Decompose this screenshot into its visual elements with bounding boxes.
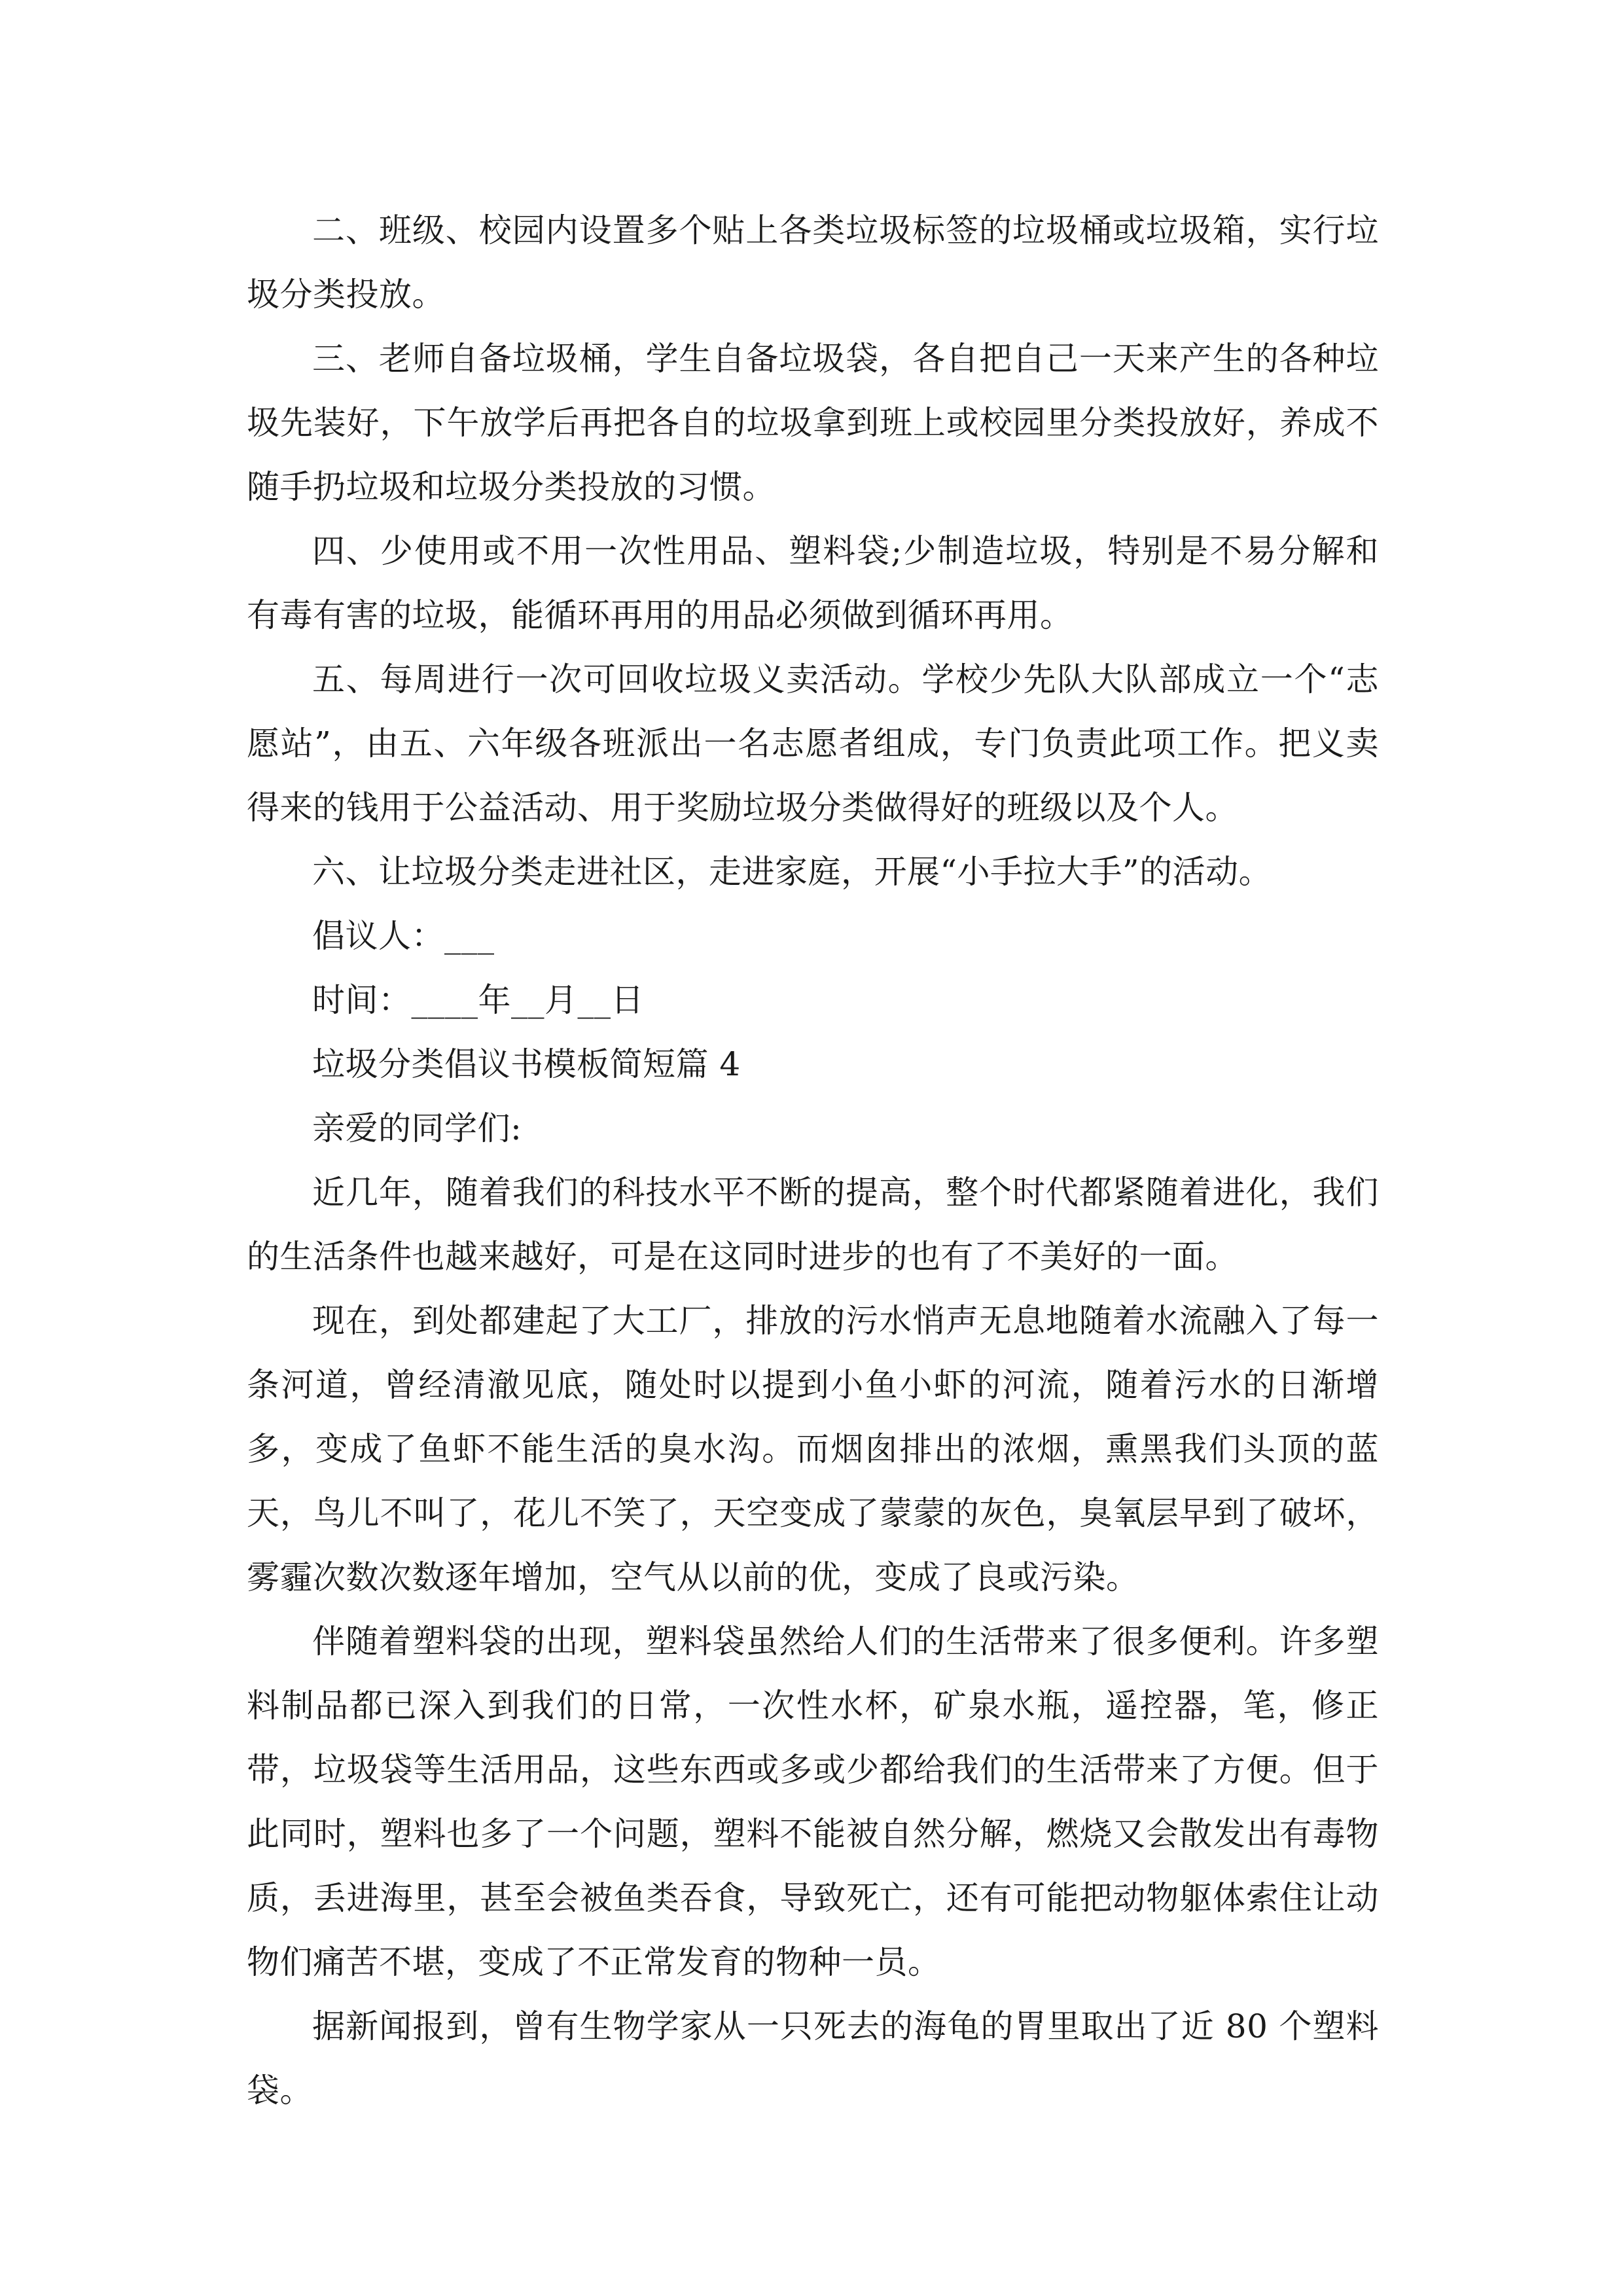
document-body [247, 198, 1379, 2123]
date-line: 时间：____年__月__日 [312, 981, 644, 1019]
paragraph-point-2: 二、班级、校园内设置多个贴上各类垃圾标签的垃圾桶或垃圾箱，实行垃圾分类投放。 [247, 211, 1379, 314]
paragraph-intro: 近几年，随着我们的科技水平不断的提高，整个时代都紧随着进化，我们的生活条件也越来越好，可是在这同时进步的也有了不美好的一面。 [247, 1174, 1379, 1276]
paragraph-point-5: 五、每周进行一次可回收垃圾义卖活动。学校少先队大队部成立一个“志愿站”，由五、六年级各班派出一名志愿者组成，专门负责此项工作。把义卖得来的钱用于公益活动、用于奖励垃圾分类做得好的班级以及个人。 [247, 660, 1379, 827]
paragraph-point-4: 四、少使用或不用一次性用品、塑料袋;少制造垃圾，特别是不易分解和有毒有害的垃圾，能循环再用的用品必须做到循环再用。 [247, 532, 1379, 634]
paragraph-news: 据新闻报到，曾有生物学家从一只死去的海龟的胃里取出了近 80 个塑料袋。 [247, 2007, 1379, 2109]
paragraph-point-6: 六、让垃圾分类走进社区，走进家庭，开展“小手拉大手”的活动。 [312, 853, 1272, 891]
signature-line: 倡议人：___ [312, 917, 495, 955]
paragraph-plastic: 伴随着塑料袋的出现，塑料袋虽然给人们的生活带来了很多便利。许多塑料制品都已深入到我们的日常，一次性水杯，矿泉水瓶，遥控器，笔，修正带，垃圾袋等生活用品，这些东西或多或少都给我们的生活带来了方便。但于此同时，塑料也多了一个问题，塑料不能被自然分解，燃烧又会散发出有毒物质，丢进海里，甚至会被鱼类吞食，导致死亡，还有可能把动物躯体索住让动物们痛苦不堪，变成了不正常发育的物种一员。 [247, 1623, 1379, 1981]
paragraph-pollution: 现在，到处都建起了大工厂，排放的污水悄声无息地随着水流融入了每一条河道，曾经清澈见底，随处时以提到小鱼小虾的河流，随着污水的日渐增多，变成了鱼虾不能生活的臭水沟。而烟囱排出的浓烟，熏黑我们头顶的蓝天，鸟儿不叫了，花儿不笑了，天空变成了蒙蒙的灰色，臭氧层早到了破坏，雾霾次数次数逐年增加，空气从以前的优，变成了良或污染。 [247, 1302, 1379, 1596]
salutation: 亲爱的同学们: [312, 1109, 522, 1147]
paragraph-point-3: 三、老师自备垃圾桶，学生自备垃圾袋，各自把自己一天来产生的各种垃圾先装好，下午放学后再把各自的垃圾拿到班上或校园里分类投放好，养成不随手扔垃圾和垃圾分类投放的习惯。 [247, 340, 1379, 506]
section-heading: 垃圾分类倡议书模板简短篇 4 [312, 1045, 741, 1083]
